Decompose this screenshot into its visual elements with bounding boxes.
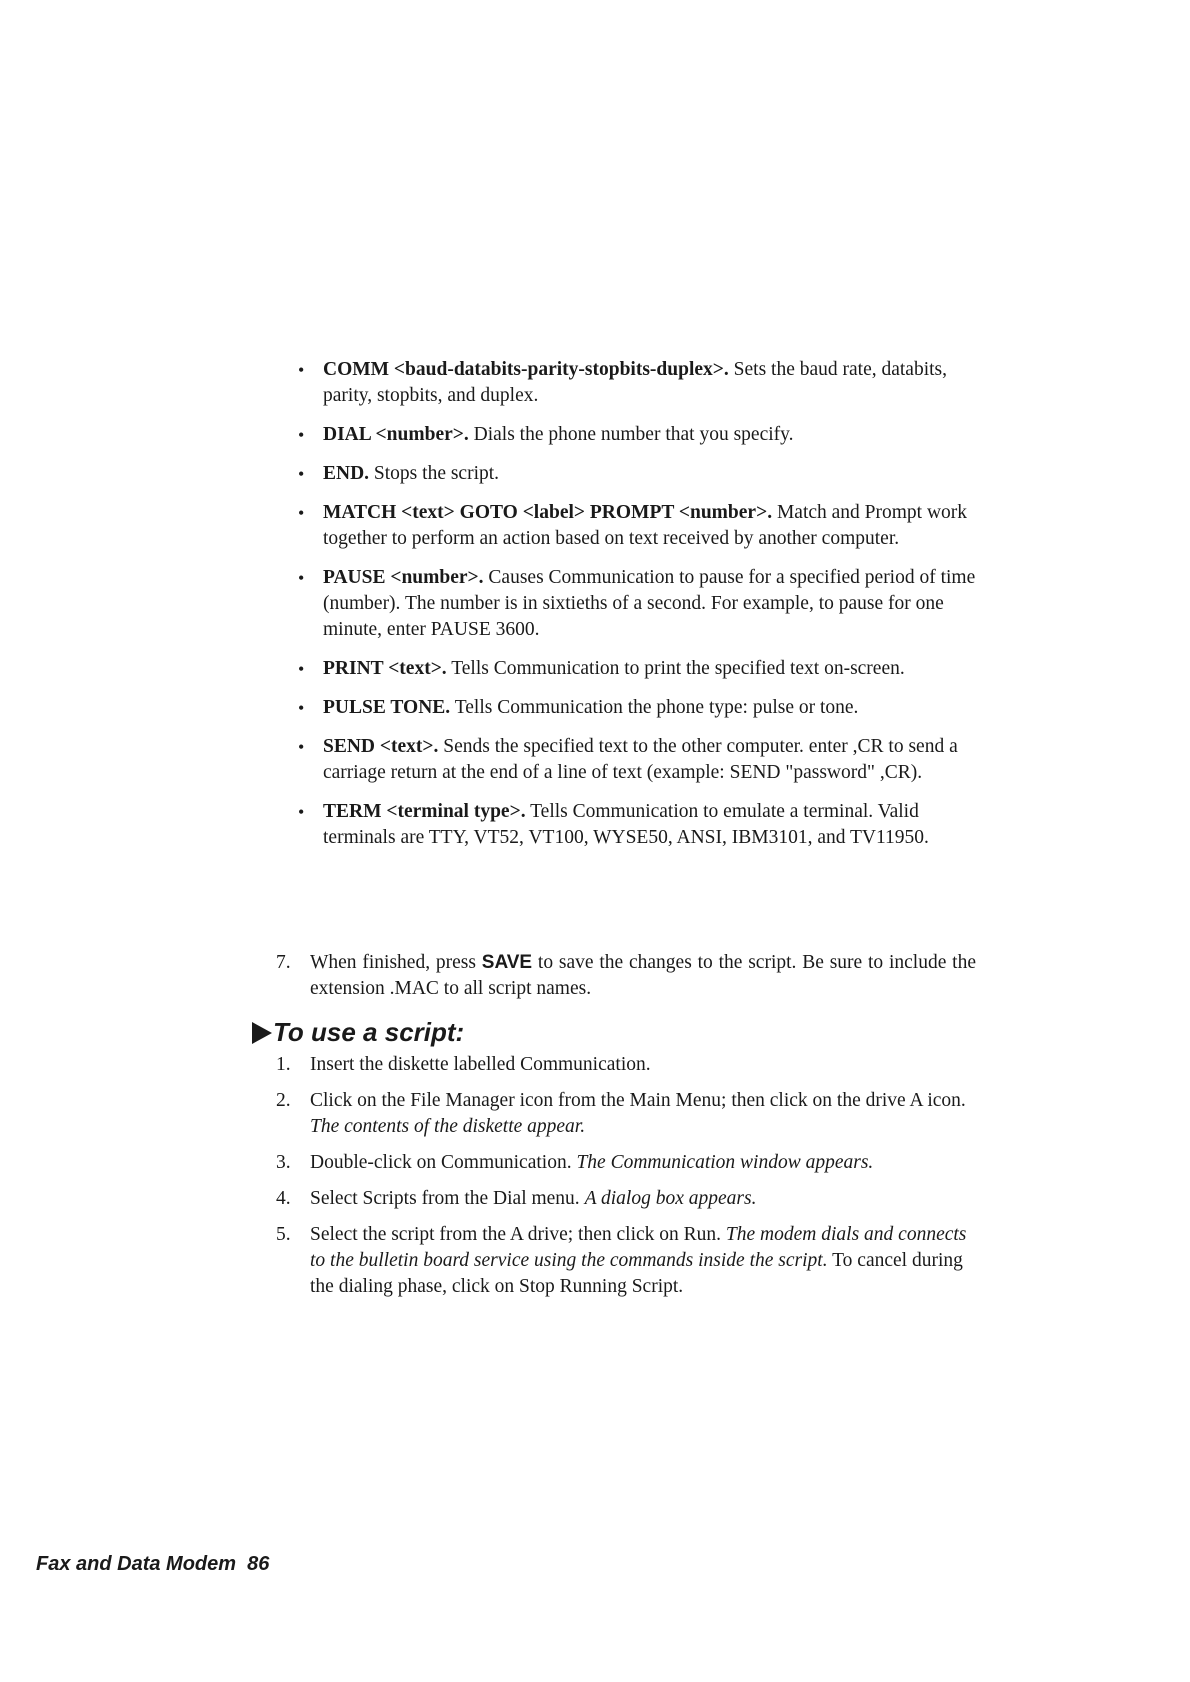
- step-result: A dialog box appears.: [584, 1188, 757, 1209]
- arrow-right-icon: [252, 1022, 272, 1044]
- section-heading-text: To use a script:: [273, 1017, 465, 1047]
- step-result: The modem dials and connects to the bulletin board service using the commands inside the script.: [310, 1224, 967, 1271]
- command-item: [323, 734, 983, 786]
- step-item: [276, 1052, 976, 1078]
- command-description: Causes Communication to pause for a specified period of time (number). The number is in sixtieths of a second. For example, to pause for one minute, enter PAUSE 3600.: [323, 567, 976, 640]
- command-item: [323, 357, 983, 409]
- step-text-before: When finished, press: [310, 952, 476, 973]
- command-item: [323, 656, 983, 682]
- command-name: PAUSE <number>.: [323, 567, 484, 588]
- step-number: 3.: [276, 1152, 291, 1173]
- step-number: 4.: [276, 1188, 291, 1209]
- section-heading: [252, 1017, 464, 1047]
- command-name: TERM <terminal type>.: [323, 801, 526, 822]
- step-result: The contents of the diskette appear.: [310, 1116, 586, 1137]
- command-name: COMM <baud-databits-parity-stopbits-duplex>.: [323, 359, 729, 380]
- procedure-steps: [276, 1052, 976, 1310]
- step-number: 7.: [276, 952, 291, 973]
- step-text-after: to save the changes to the script. Be sure to include the extension .MAC to all script names.: [310, 952, 976, 999]
- command-item: [323, 565, 983, 643]
- command-name: DIAL <number>.: [323, 424, 469, 445]
- page-footer: [36, 1553, 269, 1576]
- page-number: 86: [247, 1553, 270, 1575]
- command-description: Stops the script.: [373, 463, 500, 484]
- command-name: MATCH <text> GOTO <label> PROMPT <number>.: [323, 502, 773, 523]
- command-description: Tells Communication the phone type: pulse or tone.: [454, 697, 859, 718]
- step-item: [276, 1222, 976, 1300]
- command-item: [323, 799, 983, 851]
- step-text: Select Scripts from the Dial menu.: [310, 1188, 580, 1209]
- step-text: [310, 950, 976, 1002]
- step-number: 2.: [276, 1090, 291, 1111]
- step-item: [276, 1088, 976, 1140]
- command-description: Sends the specified text to the other computer. enter ,CR to send a carriage return at the end of a line of text (example: SEND "password" ,CR).: [323, 736, 958, 783]
- save-key-label: SAVE: [481, 952, 533, 973]
- footer-title: Fax and Data Modem: [36, 1553, 237, 1575]
- step-number: 5.: [276, 1224, 291, 1245]
- command-name: PULSE TONE.: [323, 697, 451, 718]
- command-description: Tells Communication to emulate a terminal. Valid terminals are TTY, VT52, VT100, WYSE50, ANSI, IBM3101, and TV11950.: [323, 801, 929, 848]
- command-description: Dials the phone number that you specify.: [473, 424, 794, 445]
- command-description: Sets the baud rate, databits, parity, stopbits, and duplex.: [323, 359, 948, 406]
- step-item: [276, 1150, 976, 1176]
- step-result: The Communication window appears.: [576, 1152, 874, 1173]
- command-item: [323, 461, 983, 487]
- command-list: [323, 357, 983, 864]
- command-name: SEND <text>.: [323, 736, 439, 757]
- step-7: [276, 950, 976, 1002]
- step-item: [276, 1186, 976, 1212]
- step-text-after: To cancel during the dialing phase, click on Stop Running Script.: [310, 1250, 963, 1297]
- step-text: Double-click on Communication.: [310, 1152, 572, 1173]
- step-text: Insert the diskette labelled Communication.: [310, 1054, 651, 1075]
- command-item: [323, 500, 983, 552]
- command-item: [323, 422, 983, 448]
- command-item: [323, 695, 983, 721]
- command-name: END.: [323, 463, 370, 484]
- command-description: Tells Communication to print the specified text on-screen.: [451, 658, 905, 679]
- command-description: Match and Prompt work together to perform an action based on text received by another computer.: [323, 502, 968, 549]
- step-number: 1.: [276, 1054, 291, 1075]
- command-name: PRINT <text>.: [323, 658, 447, 679]
- step-text: Click on the File Manager icon from the Main Menu; then click on the drive A icon.: [310, 1090, 966, 1111]
- step-text: Select the script from the A drive; then click on Run.: [310, 1224, 722, 1245]
